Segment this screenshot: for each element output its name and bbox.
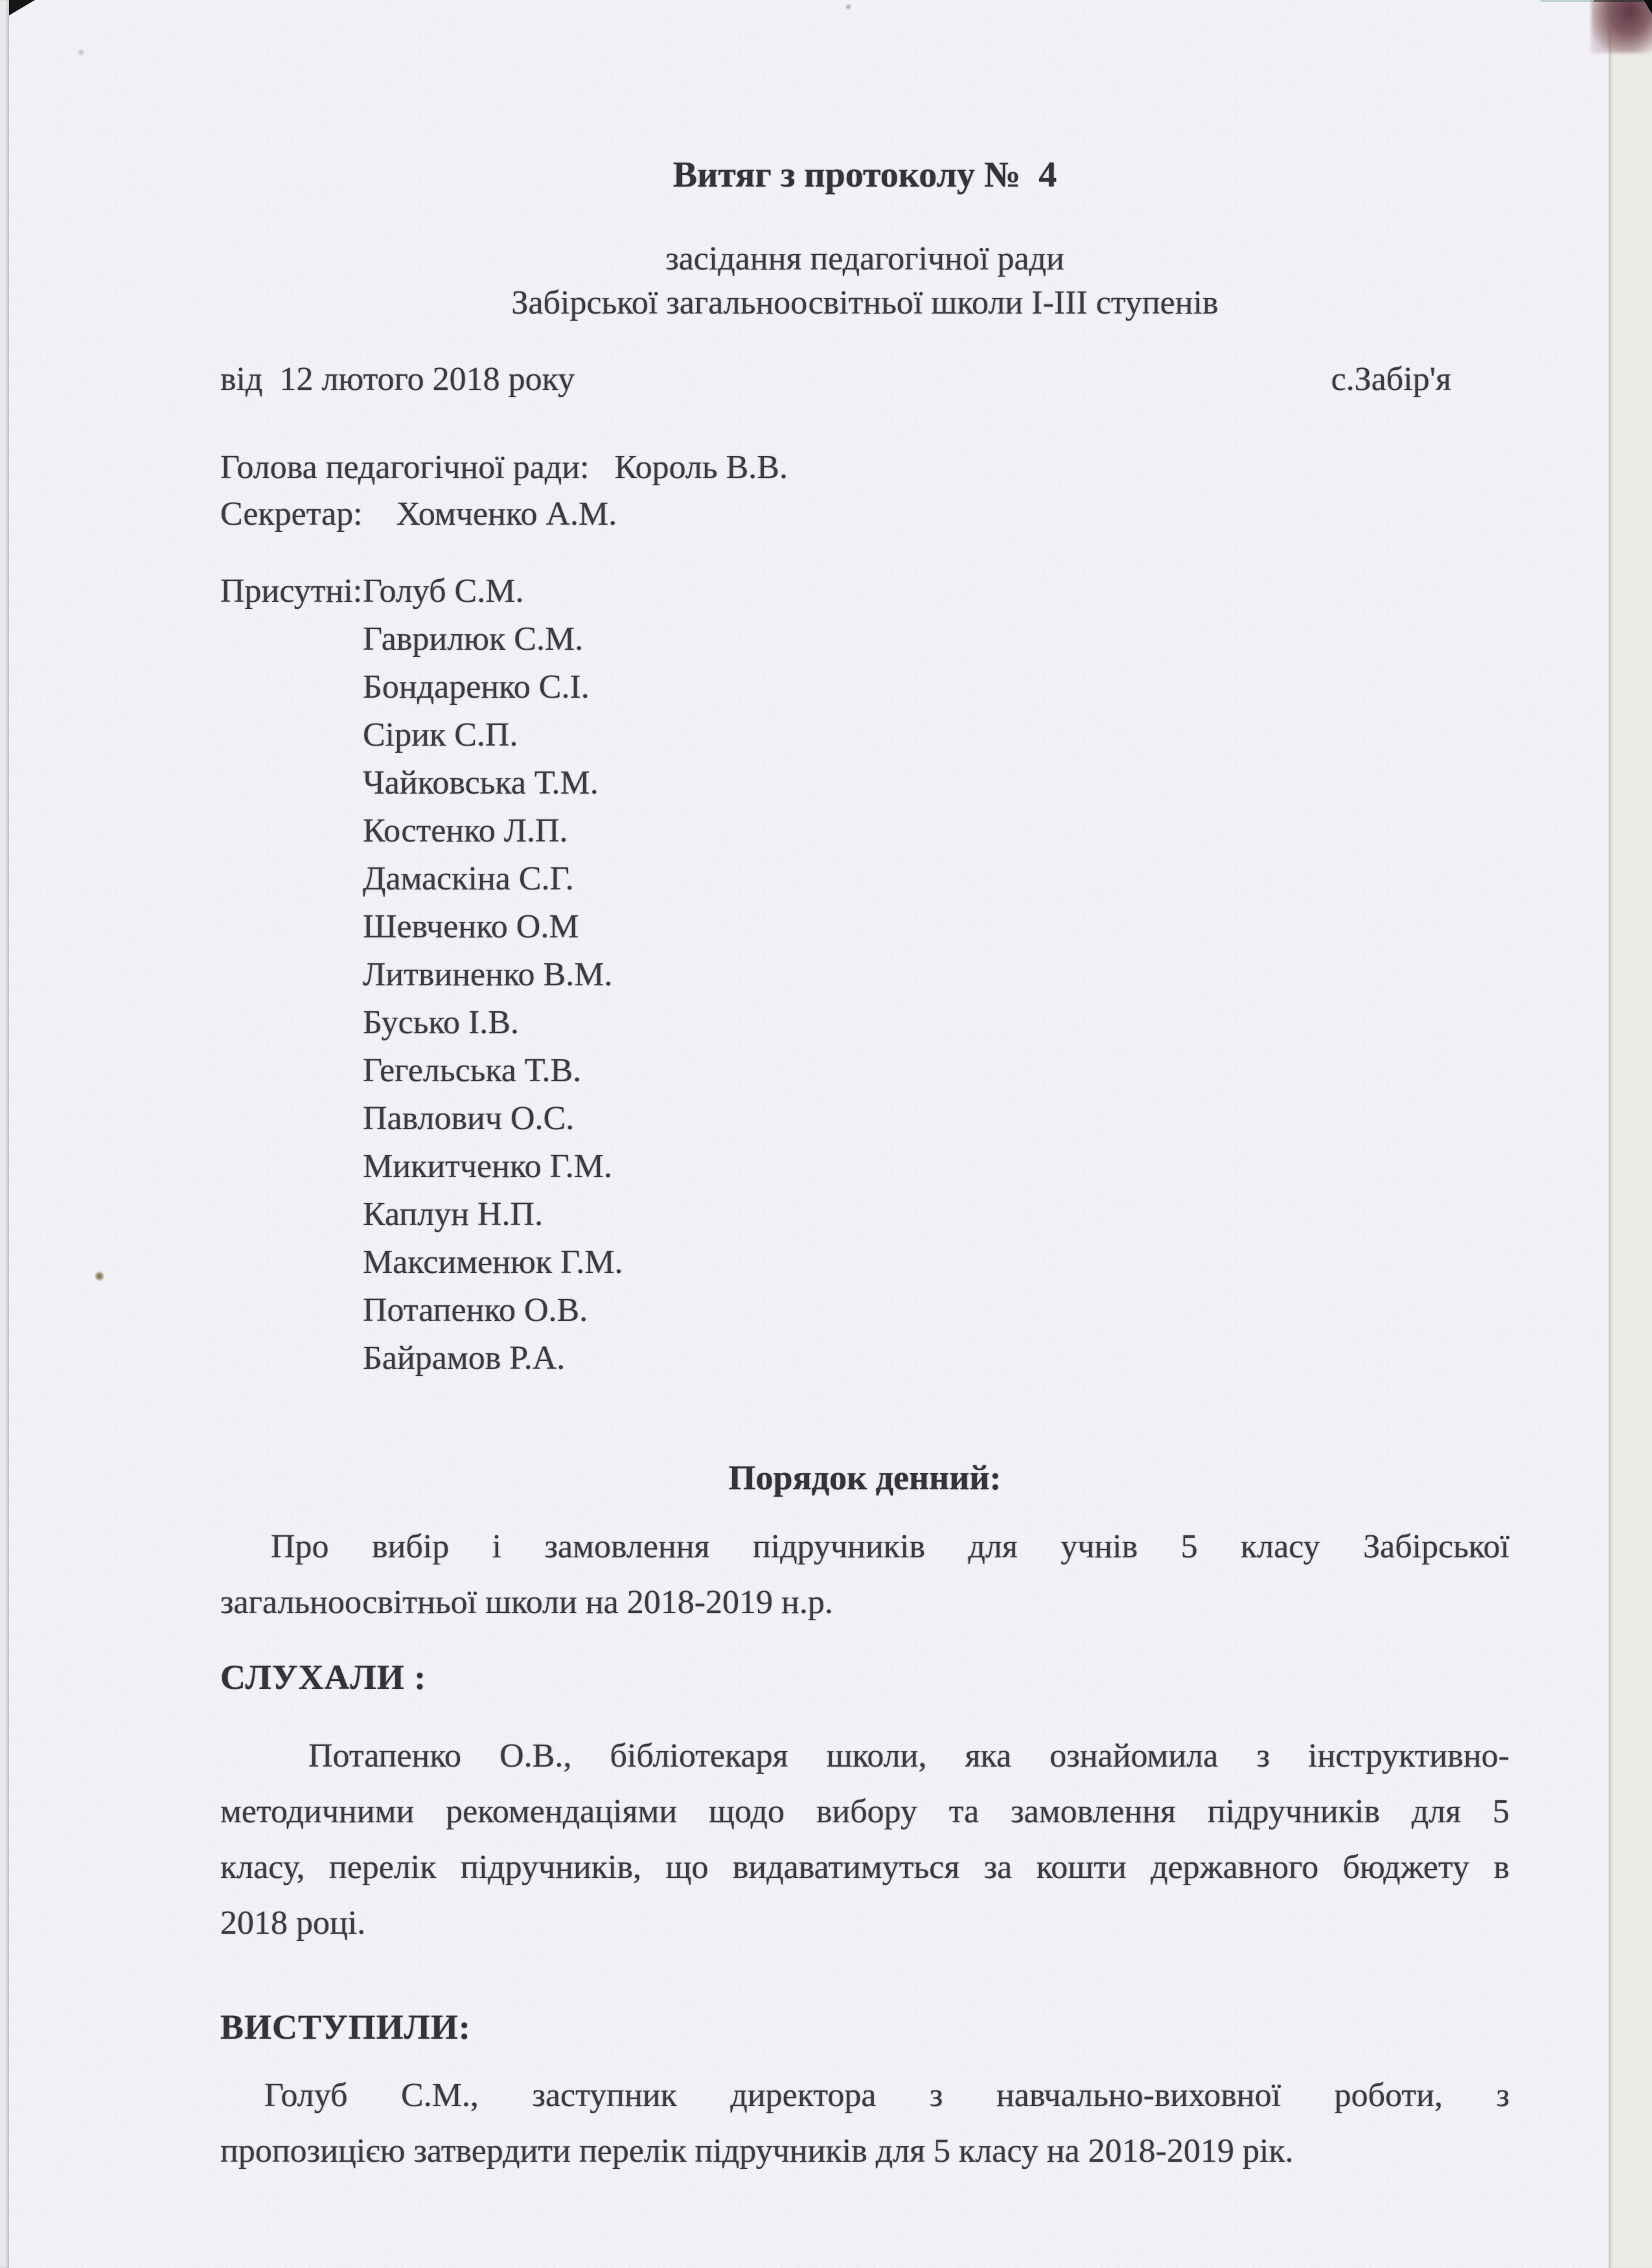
secretary-line: Секретар: Хомченко А.М. <box>220 496 617 533</box>
attendee-name: Павлович О.С. <box>363 1100 575 1137</box>
chairman-line: Голова педагогічної ради: Король В.В. <box>220 449 788 486</box>
paper-speck-top <box>846 5 851 9</box>
attendee-name: Гегельська Т.В. <box>363 1052 582 1089</box>
document-subtitle-line2: Забірської загальноосвітньої школи І-ІІІ ступенів <box>511 284 1219 321</box>
attendee-name: Потапенко О.В. <box>363 1292 588 1329</box>
scan-edge-tint <box>1541 0 1596 2</box>
attendee-name: Сірик С.П. <box>363 716 518 753</box>
agenda-item-line: загальноосвітньої школи на 2018-2019 н.р. <box>220 1584 833 1621</box>
spoke-paragraph <box>220 2068 1509 2179</box>
attendee-name: Каплун Н.П. <box>363 1196 544 1233</box>
attendees-label: Присутні: <box>220 573 363 610</box>
spoke-paragraph-line: пропозицією затвердити перелік підручників для 5 класу на 2018-2019 рік. <box>220 2133 1294 2170</box>
attendees-block <box>220 567 1509 1382</box>
attendees-list <box>363 567 1509 1382</box>
attendee-name: Голуб С.М. <box>363 573 524 610</box>
agenda-heading: Порядок денний: <box>728 1458 1002 1497</box>
heard-paragraph-line: методичними рекомендаціями щодо вибору та замовлення підручників для 5 <box>220 1793 1509 1830</box>
heard-paragraph <box>220 1728 1509 1951</box>
scanner-backing-right-edge <box>1609 0 1652 2268</box>
attendee-name: Литвиненко В.М. <box>363 956 613 993</box>
heard-paragraph-line: класу, перелік підручників, що видаватимуться за кошти державного бюджету в <box>220 1849 1509 1886</box>
attendee-name: Дамаскіна С.Г. <box>363 860 574 897</box>
paper-edge-left <box>0 0 9 2268</box>
date-place-row <box>220 360 1509 398</box>
attendee-name: Гаврилюк С.М. <box>363 621 584 658</box>
paper-dust-speck <box>95 1271 104 1281</box>
attendee-name: Шевченко О.М <box>363 908 579 945</box>
protocol-place: с.Забір'я <box>1331 361 1451 398</box>
document-content <box>220 0 1509 2268</box>
paper-speck-left <box>78 50 84 55</box>
attendee-name: Бондаренко С.І. <box>363 669 590 705</box>
attendee-name: Чайковська Т.М. <box>363 764 599 801</box>
agenda-item-line: Про вибір і замовлення підручників для учнів 5 класу Забірської <box>271 1528 1509 1565</box>
agenda-item-paragraph <box>220 1519 1509 1631</box>
attendee-name: Бусько І.В. <box>363 1004 519 1041</box>
heard-paragraph-line: 2018 році. <box>220 1905 366 1942</box>
attendee-name: Костенко Л.П. <box>363 812 568 849</box>
attendee-name: Микитченко Г.М. <box>363 1148 612 1185</box>
spoke-section-heading: ВИСТУПИЛИ: <box>220 2008 471 2046</box>
scan-edge-shadow <box>1594 0 1652 2</box>
document-title: Витяг з протоколу № 4 <box>672 155 1057 195</box>
attendee-name: Байрамов Р.А. <box>363 1340 566 1377</box>
protocol-date: від 12 лютого 2018 року <box>220 361 575 398</box>
attendee-name: Максименюк Г.М. <box>363 1244 623 1281</box>
spoke-paragraph-line: Голуб С.М., заступник директора з навчально-виховної роботи, з <box>264 2077 1509 2114</box>
heard-paragraph-line: Потапенко О.В., бібліотекаря школи, яка ознайомила з інструктивно- <box>308 1737 1509 1774</box>
ink-blot-top-right <box>1591 0 1652 53</box>
heard-section-heading: СЛУХАЛИ : <box>220 1658 427 1697</box>
document-subtitle-line1: засідання педагогічної ради <box>665 240 1064 277</box>
